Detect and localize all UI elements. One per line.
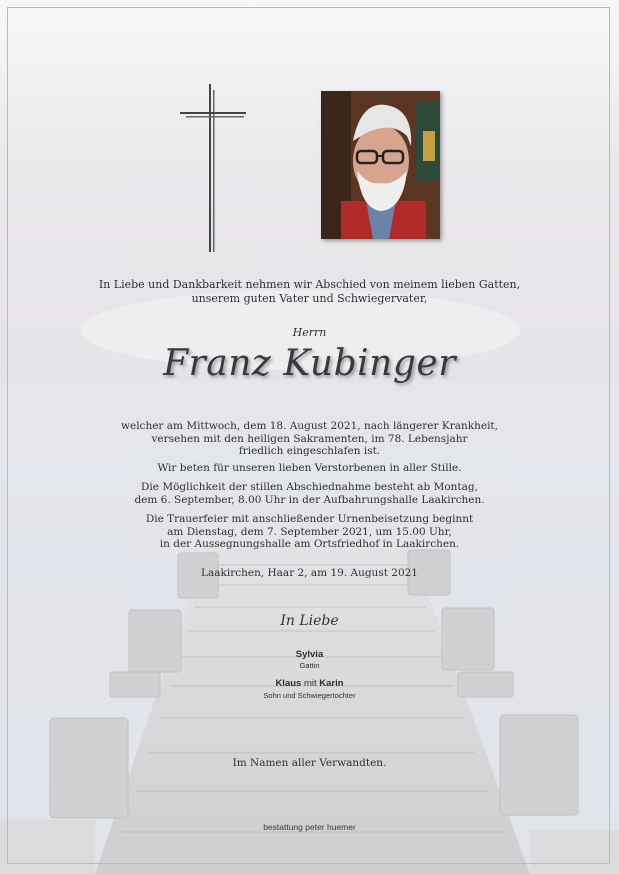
mourner-2-name-a: Klaus (275, 678, 302, 689)
death-line-2: versehen mit den heiligen Sakramenten, im 78. Lebensjahr (151, 432, 468, 445)
funeral-paragraph (0, 513, 619, 551)
portrait-illustration (321, 91, 440, 239)
mourner-2-joiner: mit (301, 678, 320, 689)
funeral-line-3: in der Aussegnungshalle am Ortsfriedhof in Laakirchen. (159, 538, 460, 550)
mourner-2-role: Sohn und Schwiegertochter (263, 691, 356, 700)
mourner-2-name-b: Karin (319, 678, 344, 689)
funeral-line-2: am Dienstag, dem 7. September 2021, um 15.00 Uhr, (167, 525, 452, 538)
mourner-1-role: Gattin (299, 661, 320, 670)
mourner-1-name: Sylvia (295, 649, 324, 660)
cross-icon (178, 82, 248, 254)
mourner-2-names (0, 678, 619, 689)
salutation: Herrn (292, 326, 327, 339)
deceased-name: Franz Kubinger (163, 343, 456, 384)
undertaker-name: bestattung peter huemer (263, 822, 356, 832)
death-line-3: friedlich eingeschlafen ist. (238, 445, 381, 457)
funeral-line-1: Die Trauerfeier mit anschließender Urnenbeisetzung beginnt (145, 513, 474, 525)
closing-phrase: In Liebe (280, 613, 339, 629)
prayer-line: Wir beten für unseren lieben Verstorbenen in aller Stille. (157, 462, 462, 474)
viewing-line-1: Die Möglichkeit der stillen Abschiednahme besteht ab Montag, (141, 481, 478, 493)
death-line-1: welcher am Mittwoch, dem 18. August 2021, nach längerer Krankheit, (121, 420, 498, 432)
viewing-paragraph (0, 481, 619, 506)
death-paragraph (0, 420, 619, 458)
viewing-line-2: dem 6. September, 8.00 Uhr in der Aufbahrungshalle Laakirchen. (134, 493, 485, 506)
intro-text (0, 278, 619, 306)
relatives-line: Im Namen aller Verwandten. (232, 757, 387, 769)
intro-line-2: unserem guten Vater und Schwiegervater, (191, 292, 428, 305)
intro-line-1: In Liebe und Dankbarkeit nehmen wir Abschied von meinem lieben Gatten, (98, 278, 521, 291)
place-date: Laakirchen, Haar 2, am 19. August 2021 (200, 567, 418, 579)
portrait-photo (321, 91, 440, 239)
